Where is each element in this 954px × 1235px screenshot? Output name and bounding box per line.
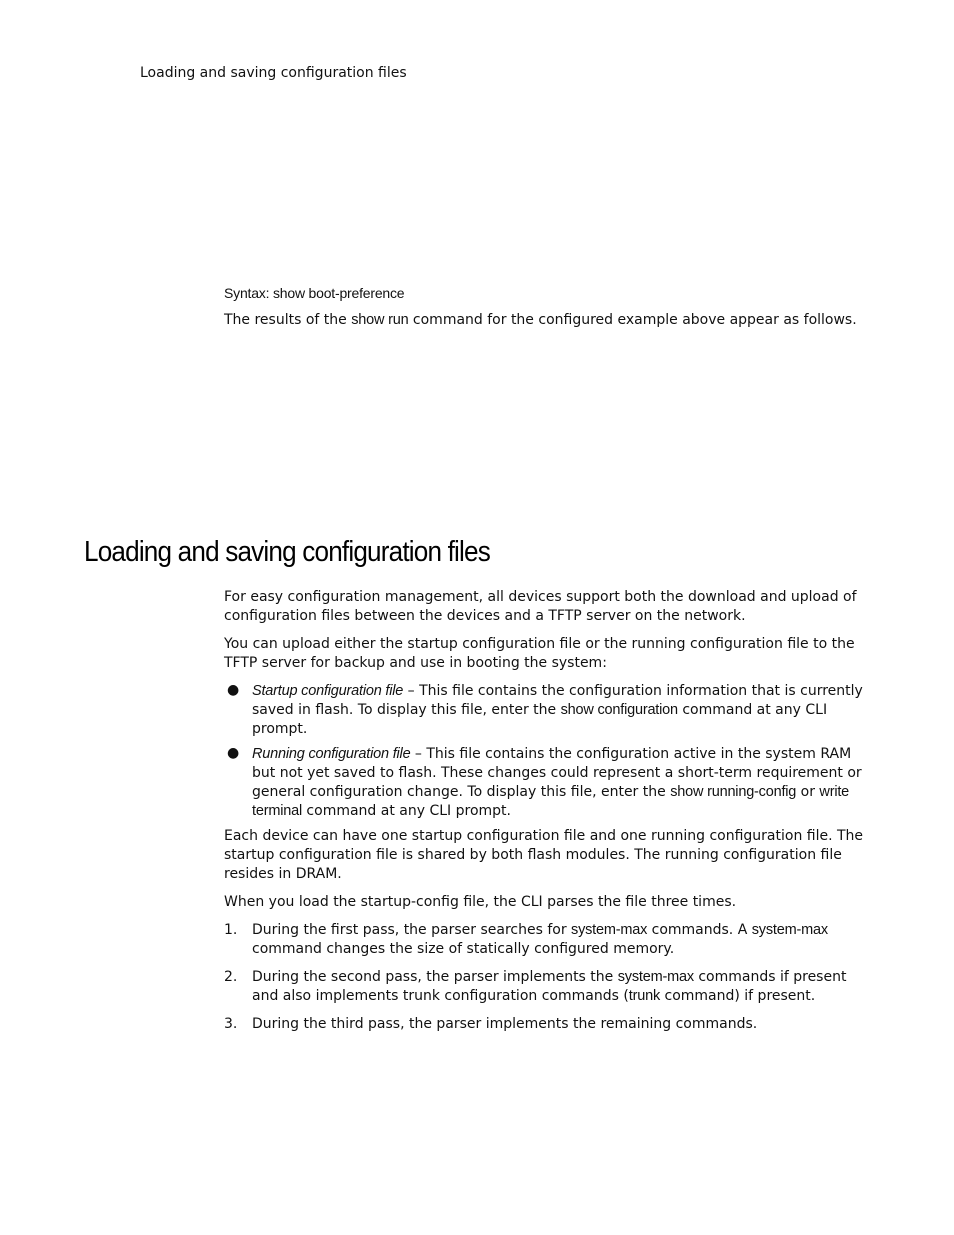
bullet-text-end: command at any CLI prompt. [301,803,511,819]
step-text: During the third pass, the parser implements the remaining commands. [252,1016,758,1032]
bullet-dot-icon: ● [227,682,240,698]
system-max-command: system-max [617,969,694,985]
bullet-text-end: command at any CLI prompt. [252,702,828,737]
running-header: Loading and saving configuration files [140,65,407,81]
bullet-dot-icon: ● [227,745,240,761]
results-text-post: command for the configured example above appear as follows. [408,312,857,328]
upload-paragraph: You can upload either the startup configuration file or the running configuration file to the TFTP server for backup and use in booting the system: [224,636,855,671]
step-text: During the first pass, the parser searches for [252,922,572,938]
section-body [224,588,874,1043]
trunk-command: trunk [628,988,661,1004]
intro-paragraph: For easy configuration management, all devices support both the download and upload of configuration files between the devices and a TFTP server on the network. [224,589,857,624]
write-terminal-command: write terminal [252,784,850,819]
system-max-command: system-max [751,922,828,938]
step-text-mid: commands. A [647,922,752,938]
show-running-config-command: show running-config [670,784,797,800]
show-run-command: show run [351,312,409,328]
bullet-item-running [224,745,874,821]
step-item-1 [224,921,874,959]
step-text-end: command changes the size of statically configured memory. [252,941,675,957]
parse-paragraph: When you load the startup-config file, the CLI parses the file three times. [224,894,737,910]
startup-running-paragraph: Each device can have one startup configuration file and one running configuration file. The startup configuration file is shared by both flash modules. The running configuration file resides in DRAM. [224,828,864,882]
step-item-2 [224,968,874,1006]
show-configuration-command: show configuration [560,702,678,718]
bullet-text: – This file contains the configuration active in the system RAM but not yet saved to flash. These changes could represent a short-term requirement or general configuration change. To display this file, enter the [252,746,862,800]
step-text: During the second pass, the parser implements the [252,969,618,985]
bullet-term: Running configuration file [252,746,411,762]
results-text-pre: The results of the [224,312,352,328]
section-heading: Loading and saving configuration files [84,536,490,568]
bullet-text-mid: or [796,784,820,800]
syntax-line: Syntax: show boot-preference [224,285,405,301]
step-number: 1. [224,922,238,938]
step-item-3 [224,1015,874,1034]
numbered-list [224,921,874,1034]
step-number: 3. [224,1016,238,1032]
step-text-mid: commands if present and also implements trunk configuration commands ( [252,969,847,1004]
bullet-term: Startup configuration file [252,683,404,699]
bullet-list [224,682,874,821]
bullet-item-startup [224,682,874,739]
step-number: 2. [224,969,238,985]
bullet-text: – This file contains the configuration information that is currently saved in flash. To display this file, enter the [252,683,863,718]
system-max-command: system-max [571,922,648,938]
step-text-end: command) if present. [660,988,816,1004]
results-paragraph [224,312,857,328]
